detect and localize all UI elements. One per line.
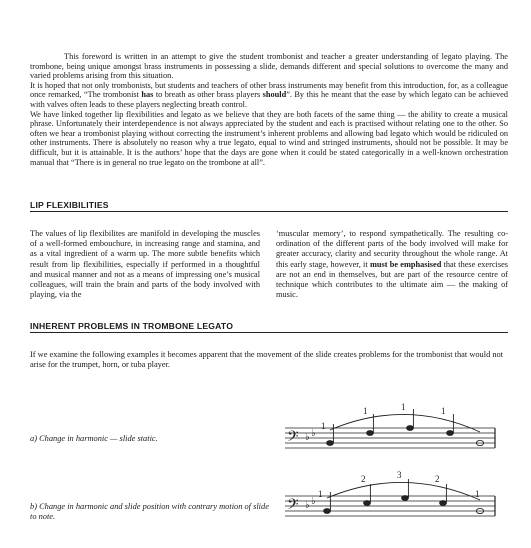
bass-clef-icon: 𝄢 [287, 428, 299, 449]
lip-flexibilities-heading: LIP FLEXIBILITIES [30, 200, 508, 212]
flat-icon: ♭ [311, 496, 316, 507]
foreword-p2-text: It is hoped that not only trombonists, but students and teachers of other brass instruments may benefit from this introduction, for, as a colleague once remarked, “The trombonist [30, 80, 508, 100]
note [324, 509, 331, 514]
example-a-notation [285, 402, 500, 462]
note [440, 501, 447, 506]
foreword-paragraph-1: This foreword is written in an attempt to give the student trombonist and teacher a greater understanding of legato playing. The trombone, being unique amongst brass instruments in possessing a slide, demands different and special solutions to overcome the many and varied problems arising from this situation. [30, 52, 508, 81]
note [364, 501, 371, 506]
example-a-staff [285, 402, 500, 462]
slide-position-label: 2 [435, 474, 440, 484]
slide-position-label: 1 [363, 406, 368, 416]
bass-clef-icon: 𝄢 [287, 496, 299, 517]
right-column-bold: must be emphasised [369, 259, 442, 269]
flat-icon: ♭ [305, 432, 310, 443]
flat-icon: ♭ [311, 428, 316, 439]
foreword-paragraph-3: We have linked together lip flexibilities and legato as we believe that they are both facets of the same thing — the ability to create a musical phrase. Unfortunately their interdependence is not always appreciated by the student and each is practised without relating one to the other. So often we hear a trombonist playing without correcting the instrument’s inherent problems and allowing bad legato which would be ridiculed on other instruments. There is absolutely no reason why a true legato, equal to wind and stringed instruments, should not be possible. It may be difficult, but it is attainable. It is the authors’ hope that the days are gone when it could be stated categorically in a well-known orchestration manual that “There is in general no true legato on the trombone at all”. [30, 109, 508, 167]
slide-position-label: 1 [318, 489, 323, 499]
note [402, 496, 409, 501]
note [407, 426, 414, 431]
slide-position-label: 1 [321, 421, 326, 431]
slide-position-label: 1 [401, 402, 406, 412]
lip-flexibilities-right-column [276, 229, 508, 300]
inherent-problems-intro: If we examine the following examples it becomes apparent that the movement of the slide creates problems for the trombonist that would not arise for the trumpet, horn, or tuba player. [30, 350, 504, 370]
foreword-p2-end: ”. By this he meant that the ease by which legato can be achieved with valves often leads to these players neglecting breath control. [30, 90, 509, 109]
lip-flexibilities-left-column: The values of lip flexibilites are manifold in developing the muscles of a well-formed embouchure, in increasing range and stamina, and as a vital ingredient of a warm up. The more subtle benefits which result from lip flexibilities, especially if performed in a thoughtful and musical manner and not as a means of impressing one’s musical colleagues, will train the brain and parts of the body involved with playing, via the [30, 229, 260, 300]
slur [330, 414, 480, 432]
right-column-start: ‘muscular memory’, to respond sympathetically. The resulting co-ordination of the different parts of the body involved will make for greater accuracy, clarity and security throughout the whole range. At this early stage, however, it [276, 229, 508, 269]
example-b-notation [285, 470, 500, 530]
foreword-p2-bold-should: should [262, 90, 287, 100]
slide-position-label: 3 [397, 470, 402, 480]
inherent-problems-heading: INHERENT PROBLEMS IN TROMBONE LEGATO [30, 321, 508, 333]
slide-position-label: 1 [475, 489, 480, 499]
flat-icon: ♭ [305, 500, 310, 511]
foreword [30, 52, 508, 167]
note [447, 431, 454, 436]
note [327, 441, 334, 446]
example-b-label: b) Change in harmonic and slide position with contrary motion of slide to note. [30, 502, 269, 522]
example-b-staff [285, 470, 500, 530]
foreword-paragraph-2 [30, 81, 508, 110]
foreword-p2-bold-has: has [141, 90, 154, 100]
example-a-label: a) Change in harmonic — slide static. [30, 434, 158, 443]
slide-position-label: 2 [361, 474, 366, 484]
foreword-p2-mid: to breath as other brass players [155, 90, 261, 100]
slide-position-label: 1 [441, 406, 446, 416]
note [367, 431, 374, 436]
right-column-end: that these exercises are not an end in themselves, but are part of the resource centre of technique which contributes to the ultimate aim — the making of music. [276, 259, 508, 300]
